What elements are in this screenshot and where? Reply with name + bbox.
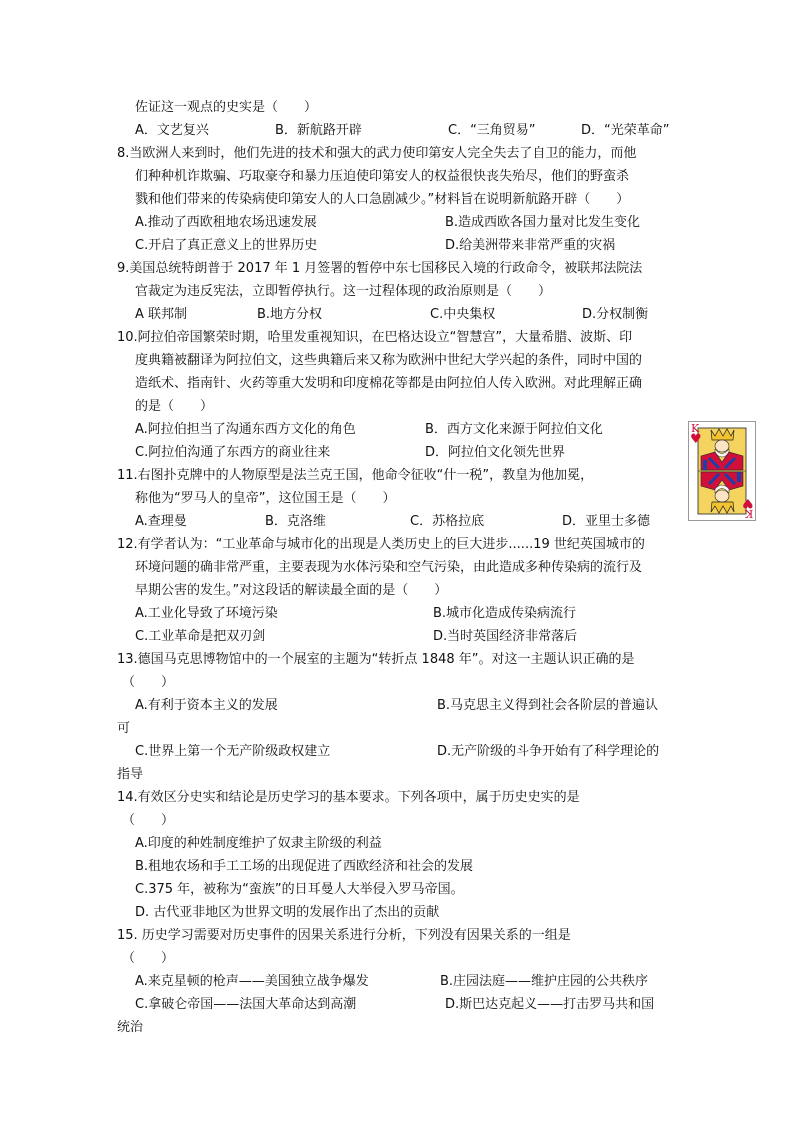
q7-option-a: A．文艺复兴 <box>135 123 209 138</box>
king-of-hearts-card-image <box>688 421 756 521</box>
q8-option-b: B.造成西欧各国力量对比发生变化 <box>445 215 641 230</box>
q13-stem-line-2: （ ） <box>122 675 175 690</box>
q13-stem-line-1: 13.德国马克思博物馆中的一个展室的主题为“转折点 1848 年”。对这一主题认识正确的是 <box>117 652 635 667</box>
q7-option-c: C．“三角贸易” <box>448 123 536 138</box>
q15-stem-line-1: 15. 历史学习需要对历史事件的因果关系进行分析，下列没有因果关系的一组是 <box>117 928 571 943</box>
q15-option-d-cont: 统治 <box>117 1020 144 1035</box>
q10-option-b: B．西方文化来源于阿拉伯文化 <box>425 422 603 437</box>
q15-option-c: C.拿破仑帝国——法国大革命达到高潮 <box>135 997 357 1012</box>
q14-option-a: A.印度的种姓制度维护了奴隶主阶级的利益 <box>135 836 382 851</box>
q8-option-d: D.给美洲带来非常严重的灾祸 <box>445 238 616 253</box>
q10-stem-line-2: 度典籍被翻译为阿拉伯文，这些典籍后来又称为欧洲中世纪大学兴起的条件，同时中国的 <box>135 353 643 368</box>
q8-option-c: C.开启了真正意义上的世界历史 <box>135 238 318 253</box>
q15-stem-line-2: （ ） <box>122 951 175 966</box>
q11-option-a: A.查理曼 <box>135 514 187 529</box>
q14-option-d: D. 古代亚非地区为世界文明的发展作出了杰出的贡献 <box>135 905 440 920</box>
q14-stem-line-2: （ ） <box>122 813 175 828</box>
q12-stem-line-2: 环境问题的确非常严重，主要表现为水体污染和空气污染，由此造成多种传染病的流行及 <box>135 560 643 575</box>
q13-option-b-cont: 可 <box>117 721 131 736</box>
q13-option-d: D.无产阶级的斗争开始有了科学理论的 <box>437 744 660 759</box>
q9-stem-line-2: 官裁定为违反宪法，立即暂停执行。这一过程体现的政治原则是（ ） <box>135 284 552 299</box>
q11-stem-line-1: 11.右图扑克牌中的人物原型是法兰克王国，他命令征收“什一税”，教皇为他加冕， <box>117 468 594 483</box>
q14-stem-line-1: 14.有效区分史实和结论是历史学习的基本要求。下列各项中，属于历史史实的是 <box>117 790 580 805</box>
card-rank-top: K <box>691 422 700 435</box>
q12-option-a: A.工业化导致了环境污染 <box>135 606 278 621</box>
q9-stem-line-1: 9.美国总统特朗普于 2017 年 1 月签署的暂停中东七国移民入境的行政命令，被联邦法院法 <box>117 261 643 276</box>
q10-option-d: D．阿拉伯文化领先世界 <box>425 445 566 460</box>
q8-stem-line-3: 戮和他们带来的传染病使印第安人的人口急剧减少。”材料旨在说明新航路开辟（ ） <box>135 192 630 207</box>
q12-option-c: C.工业革命是把双刃剑 <box>135 629 266 644</box>
q12-stem-line-1: 12.有学者认为：“工业革命与城市化的出现是人类历史上的巨大进步......19 世纪英国城市的 <box>117 537 645 552</box>
q10-stem-line-1: 10.阿拉伯帝国繁荣时期，哈里发重视知识，在巴格达设立“智慧宫”，大量希腊、波斯、印 <box>117 330 633 345</box>
q7-stem-tail: 佐证这一观点的史实是（ ） <box>135 100 318 115</box>
q11-option-b: B．克洛维 <box>265 514 326 529</box>
q7-option-b: B．新航路开辟 <box>275 123 362 138</box>
q9-option-c: C.中央集权 <box>430 307 496 322</box>
q15-option-d: D.斯巴达克起义——打击罗马共和国 <box>445 997 655 1012</box>
q11-option-d: D．亚里士多德 <box>562 514 651 529</box>
q12-option-b: B.城市化造成传染病流行 <box>433 606 577 621</box>
q9-option-b: B.地方分权 <box>257 307 323 322</box>
q12-stem-line-3: 早期公害的发生。”对这段话的解读最全面的是（ ） <box>135 583 448 598</box>
q9-option-a: A 联邦制 <box>135 307 188 322</box>
card-rank-bottom: K <box>744 507 753 520</box>
card-suit-top-heart-icon: ♥ <box>690 432 702 447</box>
q13-option-a: A.有利于资本主义的发展 <box>135 698 278 713</box>
q13-option-b: B.马克思主义得到社会各阶层的普遍认 <box>437 698 659 713</box>
q11-stem-line-2: 称他为“罗马人的皇帝”，这位国王是（ ） <box>135 491 396 506</box>
q12-option-d: D.当时英国经济非常落后 <box>433 629 578 644</box>
q7-option-d: D．“光荣革命” <box>581 123 670 138</box>
q15-option-a: A.来克星顿的枪声——美国独立战争爆发 <box>135 974 369 989</box>
q14-option-c: C.375 年，被称为“蛮族”的日耳曼人大举侵入罗马帝国。 <box>135 882 464 897</box>
q10-stem-line-3: 造纸术、指南针、火药等重大发明和印度棉花等都是由阿拉伯人传入欧洲。对此理解正确 <box>135 376 643 391</box>
q14-option-b: B.租地农场和手工工场的出现促进了西欧经济和社会的发展 <box>135 859 474 874</box>
q13-option-d-cont: 指导 <box>117 767 144 782</box>
q10-option-c: C.阿拉伯沟通了东西方的商业往来 <box>135 445 331 460</box>
q8-stem-line-1: 8.当欧洲人来到时，他们先进的技术和强大的武力使印第安人完全失去了自卫的能力，而他 <box>117 146 637 161</box>
q10-stem-line-4: 的是（ ） <box>135 399 214 414</box>
q8-option-a: A.推动了西欧租地农场迅速发展 <box>135 215 317 230</box>
q10-option-a: A.阿拉伯担当了沟通东西方文化的角色 <box>135 422 356 437</box>
q13-option-c: C.世界上第一个无产阶级政权建立 <box>135 744 331 759</box>
q15-option-b: B.庄园法庭——维护庄园的公共秩序 <box>440 974 649 989</box>
card-suit-bottom-heart-icon: ♥ <box>742 495 754 510</box>
q11-option-c: C．苏格拉底 <box>410 514 485 529</box>
q9-option-d: D.分权制衡 <box>582 307 649 322</box>
q8-stem-line-2: 们种种机诈欺骗、巧取豪夺和暴力压迫使印第安人的权益很快丧失殆尽，他们的野蛮杀 <box>135 169 630 184</box>
